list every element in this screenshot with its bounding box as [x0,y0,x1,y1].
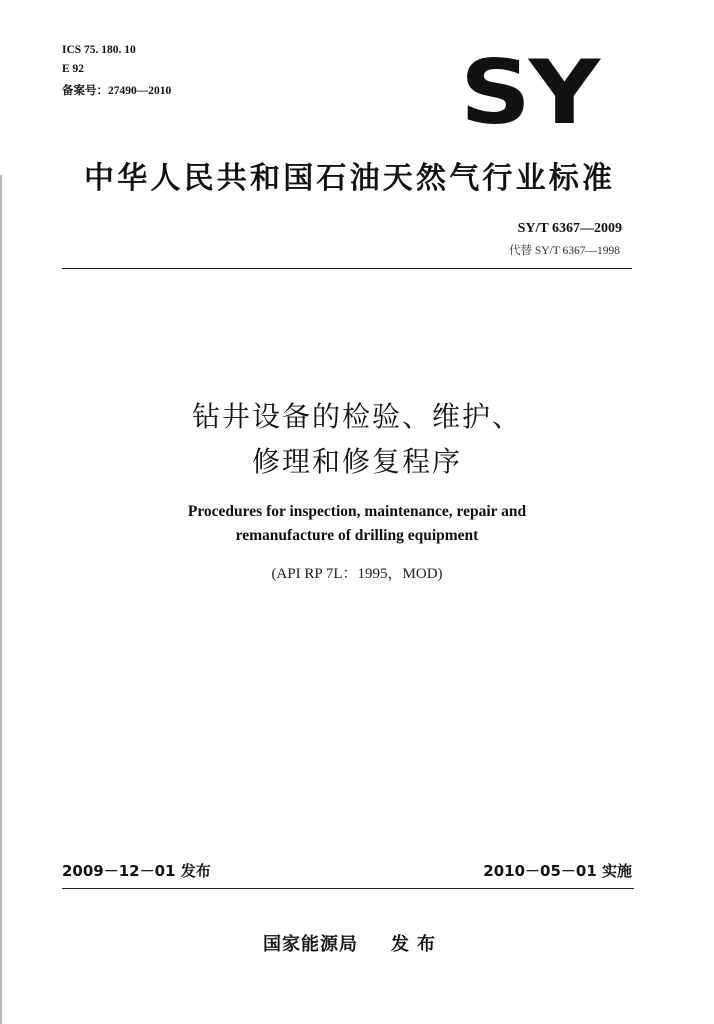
classification-code: E 92 [62,63,85,75]
issuing-authority: 国家能源局 [263,934,358,955]
issue-label: 发布 [391,934,443,955]
title-english-line-2: remanufacture of drilling equipment [235,527,479,544]
title-chinese-line-2: 修理和修复程序 [251,445,462,478]
header-divider [62,268,632,269]
sy-logo: SY [460,41,598,144]
record-number: 备案号：27490—2010 [62,85,172,97]
implementation-date: 2010－05－01 实施 [483,862,632,880]
adoption-note: (API RP 7L：1995，MOD) [271,566,443,582]
issue-date: 2009－12－01 发布 [62,862,211,880]
page-edge-line [0,175,2,1024]
standard-number: SY/T 6367—2009 [517,221,622,236]
footer-divider [62,888,634,889]
organization-title: 中华人民共和国石油天然气行业标准 [84,161,616,196]
title-english-line-1: Procedures for inspection, maintenance, repair and [187,503,527,520]
title-chinese-line-1: 钻井设备的检验、维护、 [191,400,522,433]
ics-code: ICS 75. 180. 10 [62,44,136,56]
replaces-standard: 代替 SY/T 6367—1998 [509,245,620,257]
